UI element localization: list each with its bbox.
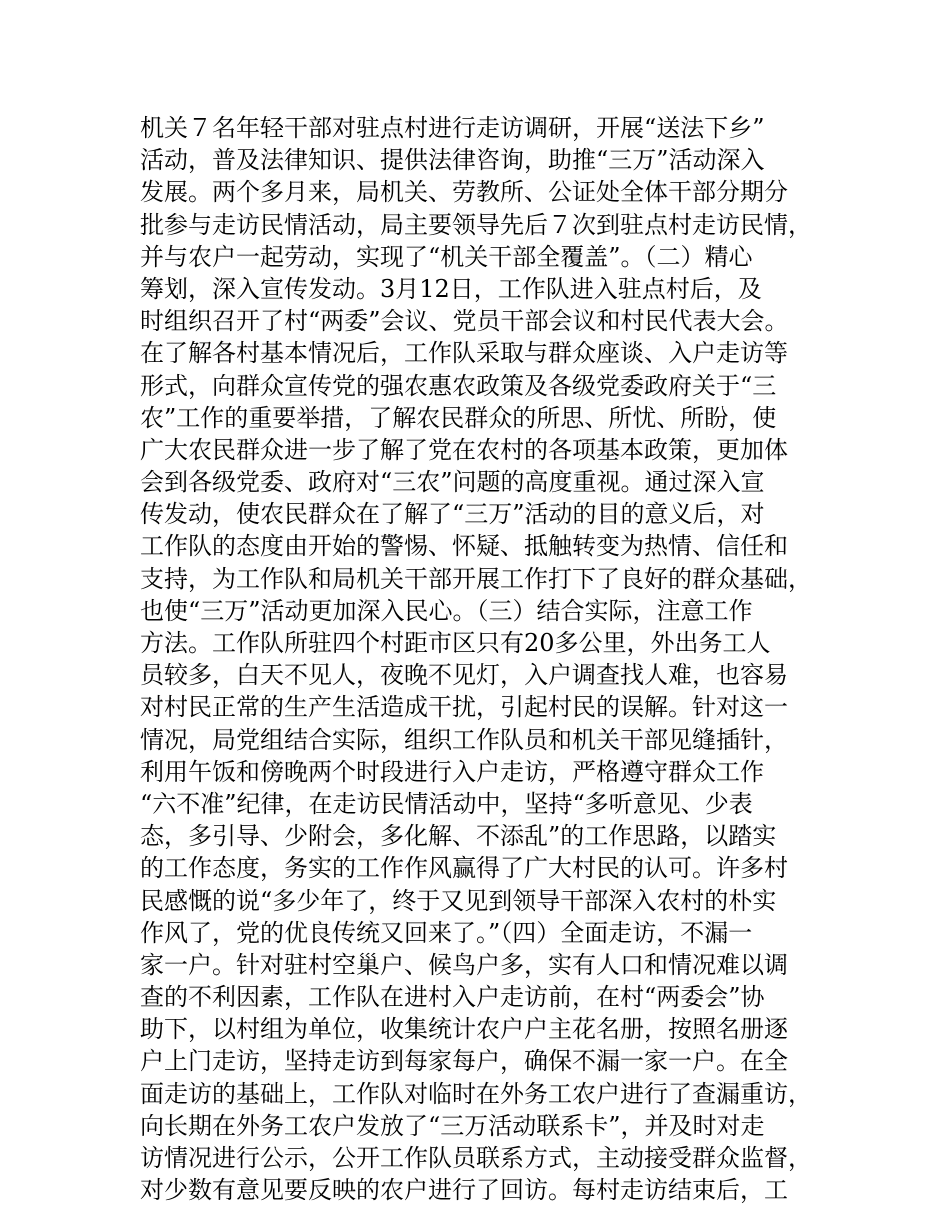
text-line: 活动，普及法律知识、提供法律咨询，助推“三万”活动深入 — [140, 146, 765, 175]
text-line: 并与农户一起劳动，实现了“机关干部全覆盖”。（二）精心 — [140, 242, 753, 271]
text-line: 传发动，使农民群众在了解了“三万”活动的目的意义后，对 — [140, 500, 765, 529]
text-line: 助下，以村组为单位，收集统计农户户主花名册，按照名册逐 — [140, 1015, 788, 1044]
text-line: 时组织召开了村“两委”会议、党员干部会议和村民代表大会。 — [140, 307, 789, 336]
text-line: 的工作态度，务实的工作作风赢得了广大村民的认可。许多村 — [140, 854, 788, 883]
text-line: 对少数有意见要反映的农户进行了回访。每村走访结束后，工 — [140, 1176, 788, 1205]
text-line: 筹划，深入宣传发动。3月12日，工作队进入驻点村后，及 — [140, 274, 762, 303]
text-line: 机关７名年轻干部对驻点村进行走访调研，开展“送法下乡” — [140, 114, 765, 142]
body-text — [140, 112, 830, 1206]
text-line: 对村民正常的生产生活造成干扰，引起村民的误解。针对这一 — [140, 693, 788, 722]
text-line: 发展。两个多月来，局机关、劳教所、公证处全体干部分期分 — [140, 178, 788, 207]
text-line: 广大农民群众进一步了解了党在农村的各项基本政策，更加体 — [140, 435, 788, 464]
text-line: 农”工作的重要举措，了解农民群众的所思、所忧、所盼，使 — [140, 403, 777, 432]
text-line: 民感慨的说“多少年了，终于又见到领导干部深入农村的朴实 — [140, 886, 777, 915]
text-line: 访情况进行公示，公开工作队员联系方式，主动接受群众监督， — [140, 1144, 812, 1172]
text-line: 利用午饭和傍晚两个时段进行入户走访，严格遵守群众工作 — [140, 757, 764, 786]
text-line: 员较多，白天不见人，夜晚不见灯，入户调查找人难，也容易 — [140, 661, 788, 690]
text-line: 户上门走访，坚持走访到每家每户，确保不漏一家一户。在全 — [140, 1047, 788, 1076]
text-line: 面走访的基础上，工作队对临时在外务工农户进行了查漏重访， — [140, 1079, 812, 1108]
text-line: 也使“三万”活动更加深入民心。（三）结合实际，注意工作 — [140, 596, 753, 625]
text-line: 支持，为工作队和局机关干部开展工作打下了良好的群众基础， — [140, 564, 812, 593]
text-line: “六不准”纪律，在走访民情活动中，坚持“多听意见、少表 — [140, 789, 753, 818]
text-line: 会到各级党委、政府对“三农”问题的高度重视。通过深入宣 — [140, 468, 765, 497]
text-line: 批参与走访民情活动，局主要领导先后７次到驻点村走访民情， — [140, 210, 812, 239]
text-line: 形式，向群众宣传党的强农惠农政策及各级党委政府关于“三 — [140, 371, 777, 400]
text-line: 向长期在外务工农户发放了“三万活动联系卡”，并及时对走 — [140, 1111, 765, 1140]
text-line: 查的不利因素，工作队在进村入户走访前，在村“两委会”协 — [140, 983, 765, 1012]
text-line: 作风了，党的优良传统又回来了。”（四）全面走访，不漏一 — [140, 918, 753, 947]
text-line: 工作队的态度由开始的警惕、怀疑、抵触转变为热情、信任和 — [140, 532, 788, 561]
text-line: 方法。工作队所驻四个村距市区只有20多公里，外出务工人 — [140, 629, 771, 657]
text-line: 家一户。针对驻村空巢户、候鸟户多，实有人口和情况难以调 — [140, 950, 788, 979]
text-line: 在了解各村基本情况后，工作队采取与群众座谈、入户走访等 — [140, 339, 788, 368]
text-line: 态，多引导、少附会，多化解、不添乱”的工作思路，以踏实 — [140, 822, 777, 851]
text-line: 情况，局党组结合实际，组织工作队员和机关干部见缝插针， — [140, 725, 788, 754]
